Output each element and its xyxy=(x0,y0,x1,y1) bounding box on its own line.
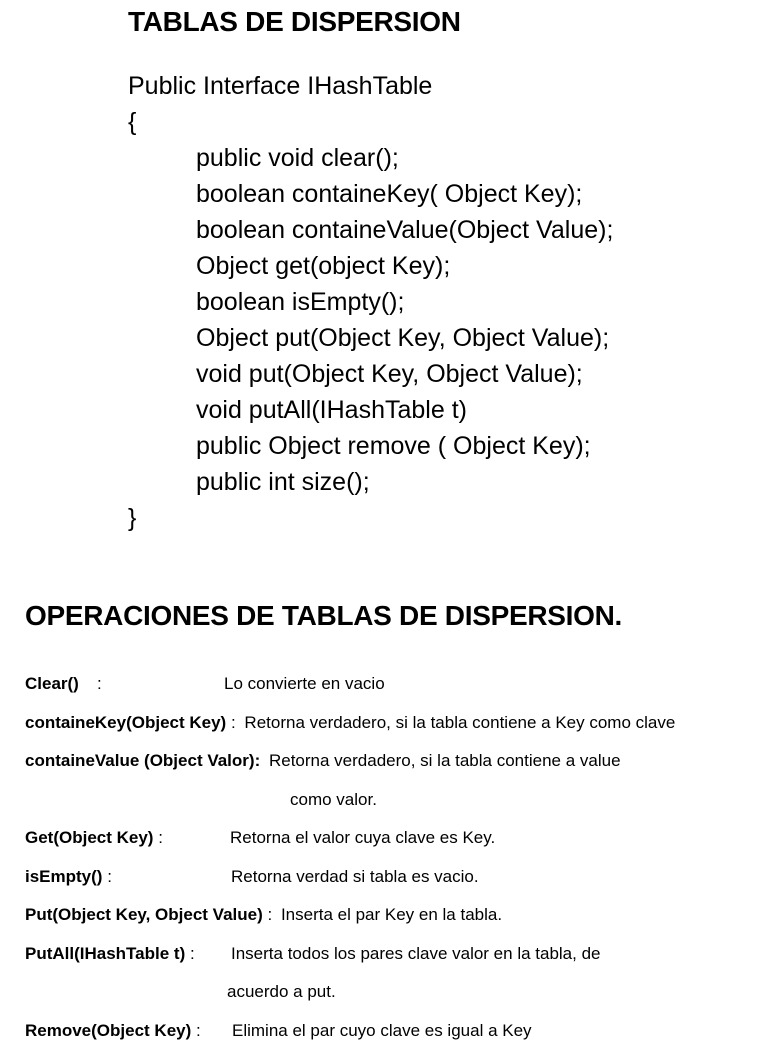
operation-separator: : xyxy=(185,944,194,963)
code-line: boolean isEmpty(); xyxy=(128,284,613,320)
operation-name: Clear() xyxy=(25,674,79,693)
code-line: Object get(object Key); xyxy=(128,248,613,284)
operation-row xyxy=(25,742,765,781)
operation-separator: : xyxy=(83,674,102,693)
operation-name: isEmpty() xyxy=(25,867,102,886)
operation-separator: : xyxy=(226,713,235,732)
operation-row-continuation xyxy=(25,973,765,1012)
operation-row xyxy=(25,858,765,897)
operation-description: acuerdo a put. xyxy=(227,973,336,1012)
operation-row xyxy=(25,704,765,743)
code-line: } xyxy=(128,500,613,536)
page-title: TABLAS DE DISPERSION xyxy=(128,6,461,38)
operation-row xyxy=(25,935,765,974)
code-line: public void clear(); xyxy=(128,140,613,176)
code-line: { xyxy=(128,104,613,140)
operation-description: Retorna verdad si tabla es vacio. xyxy=(231,858,479,897)
operation-name: PutAll(IHashTable t) xyxy=(25,944,185,963)
operation-separator: : xyxy=(102,867,111,886)
operation-name: Get(Object Key) xyxy=(25,828,153,847)
operation-name: Remove(Object Key) xyxy=(25,1021,191,1040)
operation-separator: : xyxy=(153,828,162,847)
operation-name: containeValue (Object Valor): xyxy=(25,751,260,770)
code-line: boolean containeKey( Object Key); xyxy=(128,176,613,212)
code-line: void put(Object Key, Object Value); xyxy=(128,356,613,392)
operation-description: Lo convierte en vacio xyxy=(224,665,385,704)
operation-description: Inserta todos los pares clave valor en la tabla, de xyxy=(231,935,601,974)
operation-description: Retorna verdadero, si la tabla contiene a Key como clave xyxy=(244,713,675,732)
operation-row xyxy=(25,1012,765,1050)
code-line: Public Interface IHashTable xyxy=(128,68,613,104)
code-line: boolean containeValue(Object Value); xyxy=(128,212,613,248)
operation-description: Retorna el valor cuya clave es Key. xyxy=(230,819,495,858)
interface-code-block xyxy=(128,68,613,536)
operation-description: Elimina el par cuyo clave es igual a Key xyxy=(232,1012,532,1050)
code-line: void putAll(IHashTable t) xyxy=(128,392,613,428)
operation-row-continuation xyxy=(25,781,765,820)
code-line: public int size(); xyxy=(128,464,613,500)
operation-description: como valor. xyxy=(290,781,377,820)
section-title: OPERACIONES DE TABLAS DE DISPERSION. xyxy=(25,600,622,632)
operations-list xyxy=(25,665,765,1050)
operation-description: Retorna verdadero, si la tabla contiene a value xyxy=(269,751,621,770)
operation-description: Inserta el par Key en la tabla. xyxy=(281,905,502,924)
operation-row xyxy=(25,819,765,858)
operation-separator: : xyxy=(191,1021,200,1040)
operation-row xyxy=(25,896,765,935)
operation-name: Put(Object Key, Object Value) xyxy=(25,905,263,924)
operation-separator: : xyxy=(263,905,272,924)
operation-name: containeKey(Object Key) xyxy=(25,713,226,732)
code-line: public Object remove ( Object Key); xyxy=(128,428,613,464)
operation-row xyxy=(25,665,765,704)
code-line: Object put(Object Key, Object Value); xyxy=(128,320,613,356)
